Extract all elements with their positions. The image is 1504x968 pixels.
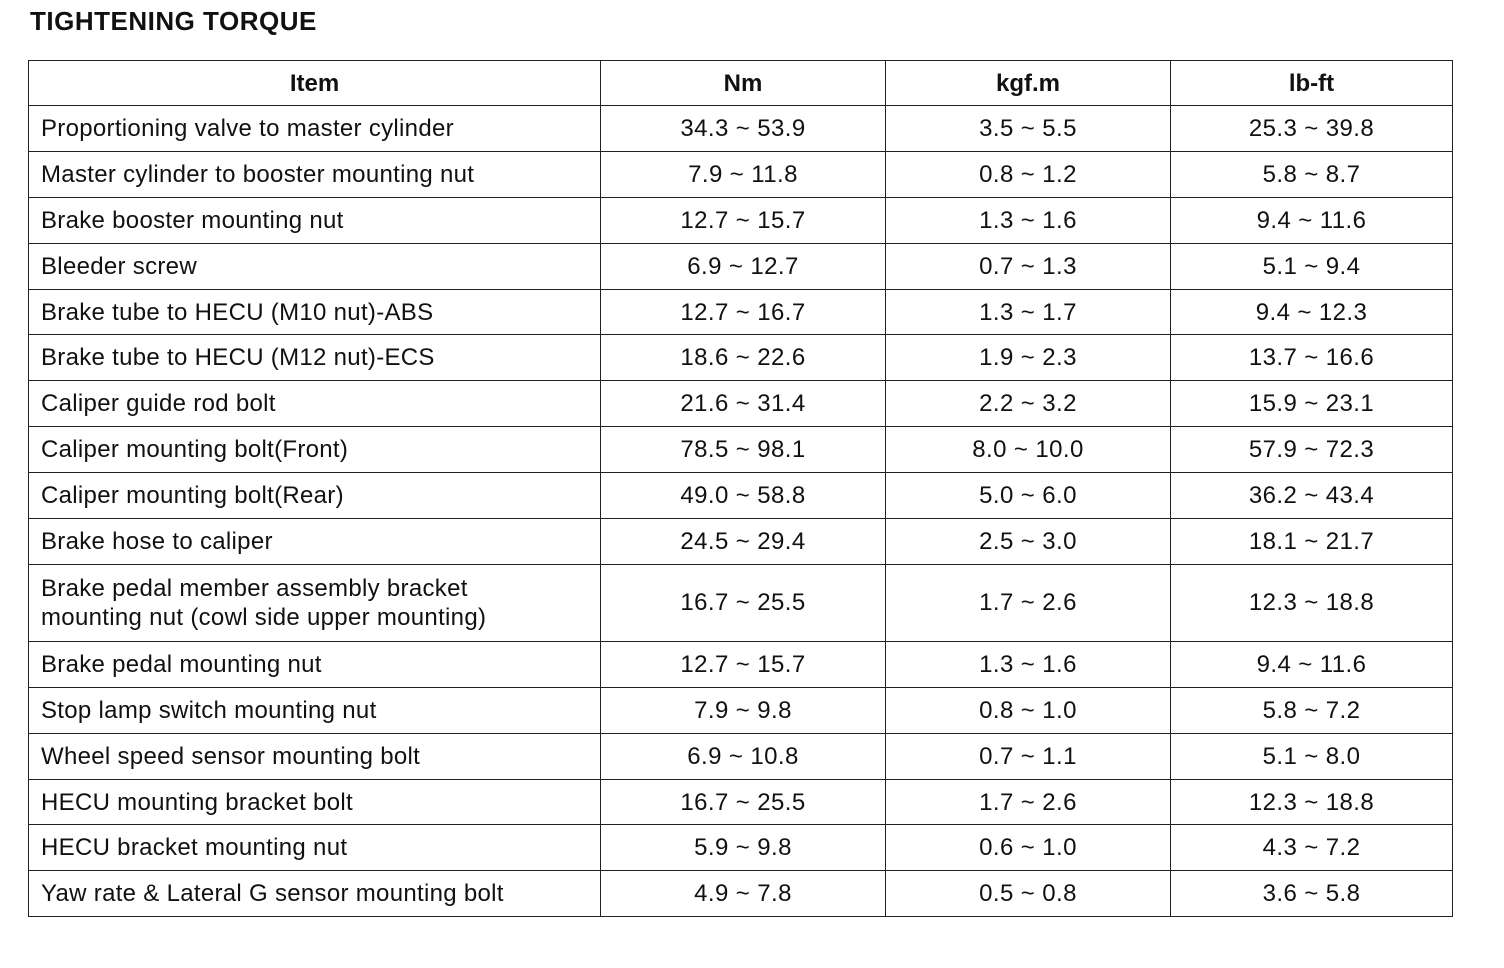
cell-kgf: 1.7 ~ 2.6 xyxy=(886,564,1171,641)
table-row xyxy=(29,564,1453,641)
cell-nm: 7.9 ~ 11.8 xyxy=(601,151,886,197)
table-row xyxy=(29,106,1453,152)
cell-kgf: 0.7 ~ 1.1 xyxy=(886,733,1171,779)
cell-lb: 13.7 ~ 16.6 xyxy=(1171,335,1453,381)
cell-item-line2: mounting nut (cowl side upper mounting) xyxy=(41,603,487,631)
cell-kgf: 1.9 ~ 2.3 xyxy=(886,335,1171,381)
header-nm: Nm xyxy=(601,61,886,106)
cell-lb: 9.4 ~ 12.3 xyxy=(1171,289,1453,335)
cell-nm: 16.7 ~ 25.5 xyxy=(601,779,886,825)
table-row xyxy=(29,197,1453,243)
table-row xyxy=(29,641,1453,687)
cell-item: Yaw rate & Lateral G sensor mounting bolt xyxy=(29,871,601,917)
table-header-row xyxy=(29,61,1453,106)
cell-lb: 18.1 ~ 21.7 xyxy=(1171,519,1453,565)
cell-lb: 4.3 ~ 7.2 xyxy=(1171,825,1453,871)
cell-item-line1: Brake pedal member assembly bracket xyxy=(41,574,468,602)
cell-nm: 18.6 ~ 22.6 xyxy=(601,335,886,381)
cell-item: Caliper mounting bolt(Front) xyxy=(29,427,601,473)
table-row xyxy=(29,289,1453,335)
cell-lb: 12.3 ~ 18.8 xyxy=(1171,564,1453,641)
cell-lb: 3.6 ~ 5.8 xyxy=(1171,871,1453,917)
cell-item xyxy=(29,564,601,641)
cell-lb: 9.4 ~ 11.6 xyxy=(1171,197,1453,243)
cell-item: Brake pedal mounting nut xyxy=(29,641,601,687)
cell-nm: 16.7 ~ 25.5 xyxy=(601,564,886,641)
cell-kgf: 1.3 ~ 1.6 xyxy=(886,197,1171,243)
cell-kgf: 1.3 ~ 1.6 xyxy=(886,641,1171,687)
table-row xyxy=(29,151,1453,197)
table-row xyxy=(29,335,1453,381)
cell-lb: 25.3 ~ 39.8 xyxy=(1171,106,1453,152)
cell-item: Wheel speed sensor mounting bolt xyxy=(29,733,601,779)
cell-nm: 5.9 ~ 9.8 xyxy=(601,825,886,871)
cell-kgf: 0.5 ~ 0.8 xyxy=(886,871,1171,917)
table-row xyxy=(29,687,1453,733)
cell-nm: 12.7 ~ 15.7 xyxy=(601,197,886,243)
cell-nm: 21.6 ~ 31.4 xyxy=(601,381,886,427)
cell-item: Stop lamp switch mounting nut xyxy=(29,687,601,733)
cell-item: Brake hose to caliper xyxy=(29,519,601,565)
cell-nm: 24.5 ~ 29.4 xyxy=(601,519,886,565)
table-row xyxy=(29,519,1453,565)
page-title: TIGHTENING TORQUE xyxy=(30,6,317,36)
table-row xyxy=(29,473,1453,519)
cell-item: HECU bracket mounting nut xyxy=(29,825,601,871)
table-row xyxy=(29,871,1453,917)
cell-nm: 12.7 ~ 15.7 xyxy=(601,641,886,687)
cell-nm: 49.0 ~ 58.8 xyxy=(601,473,886,519)
table-row xyxy=(29,381,1453,427)
header-lb: lb-ft xyxy=(1171,61,1453,106)
cell-nm: 6.9 ~ 12.7 xyxy=(601,243,886,289)
cell-nm: 4.9 ~ 7.8 xyxy=(601,871,886,917)
header-kgf: kgf.m xyxy=(886,61,1171,106)
cell-nm: 6.9 ~ 10.8 xyxy=(601,733,886,779)
cell-nm: 34.3 ~ 53.9 xyxy=(601,106,886,152)
cell-lb: 12.3 ~ 18.8 xyxy=(1171,779,1453,825)
table-row xyxy=(29,733,1453,779)
cell-lb: 9.4 ~ 11.6 xyxy=(1171,641,1453,687)
cell-kgf: 1.7 ~ 2.6 xyxy=(886,779,1171,825)
cell-lb: 5.8 ~ 7.2 xyxy=(1171,687,1453,733)
cell-kgf: 2.5 ~ 3.0 xyxy=(886,519,1171,565)
cell-item: Brake tube to HECU (M10 nut)-ABS xyxy=(29,289,601,335)
cell-lb: 15.9 ~ 23.1 xyxy=(1171,381,1453,427)
table-row xyxy=(29,779,1453,825)
cell-lb: 5.1 ~ 8.0 xyxy=(1171,733,1453,779)
cell-item: Master cylinder to booster mounting nut xyxy=(29,151,601,197)
cell-kgf: 0.6 ~ 1.0 xyxy=(886,825,1171,871)
cell-kgf: 0.7 ~ 1.3 xyxy=(886,243,1171,289)
cell-item: HECU mounting bracket bolt xyxy=(29,779,601,825)
cell-lb: 57.9 ~ 72.3 xyxy=(1171,427,1453,473)
cell-lb: 5.8 ~ 8.7 xyxy=(1171,151,1453,197)
cell-item: Brake tube to HECU (M12 nut)-ECS xyxy=(29,335,601,381)
table-row xyxy=(29,825,1453,871)
cell-kgf: 0.8 ~ 1.0 xyxy=(886,687,1171,733)
cell-nm: 7.9 ~ 9.8 xyxy=(601,687,886,733)
cell-nm: 78.5 ~ 98.1 xyxy=(601,427,886,473)
cell-nm: 12.7 ~ 16.7 xyxy=(601,289,886,335)
table-row xyxy=(29,427,1453,473)
cell-item: Proportioning valve to master cylinder xyxy=(29,106,601,152)
header-item: Item xyxy=(29,61,601,106)
cell-item: Brake booster mounting nut xyxy=(29,197,601,243)
cell-lb: 36.2 ~ 43.4 xyxy=(1171,473,1453,519)
cell-kgf: 2.2 ~ 3.2 xyxy=(886,381,1171,427)
cell-kgf: 8.0 ~ 10.0 xyxy=(886,427,1171,473)
table-row xyxy=(29,243,1453,289)
cell-item: Caliper guide rod bolt xyxy=(29,381,601,427)
torque-table xyxy=(28,60,1453,917)
cell-item: Caliper mounting bolt(Rear) xyxy=(29,473,601,519)
cell-kgf: 5.0 ~ 6.0 xyxy=(886,473,1171,519)
cell-item: Bleeder screw xyxy=(29,243,601,289)
cell-kgf: 3.5 ~ 5.5 xyxy=(886,106,1171,152)
cell-kgf: 1.3 ~ 1.7 xyxy=(886,289,1171,335)
cell-lb: 5.1 ~ 9.4 xyxy=(1171,243,1453,289)
cell-kgf: 0.8 ~ 1.2 xyxy=(886,151,1171,197)
